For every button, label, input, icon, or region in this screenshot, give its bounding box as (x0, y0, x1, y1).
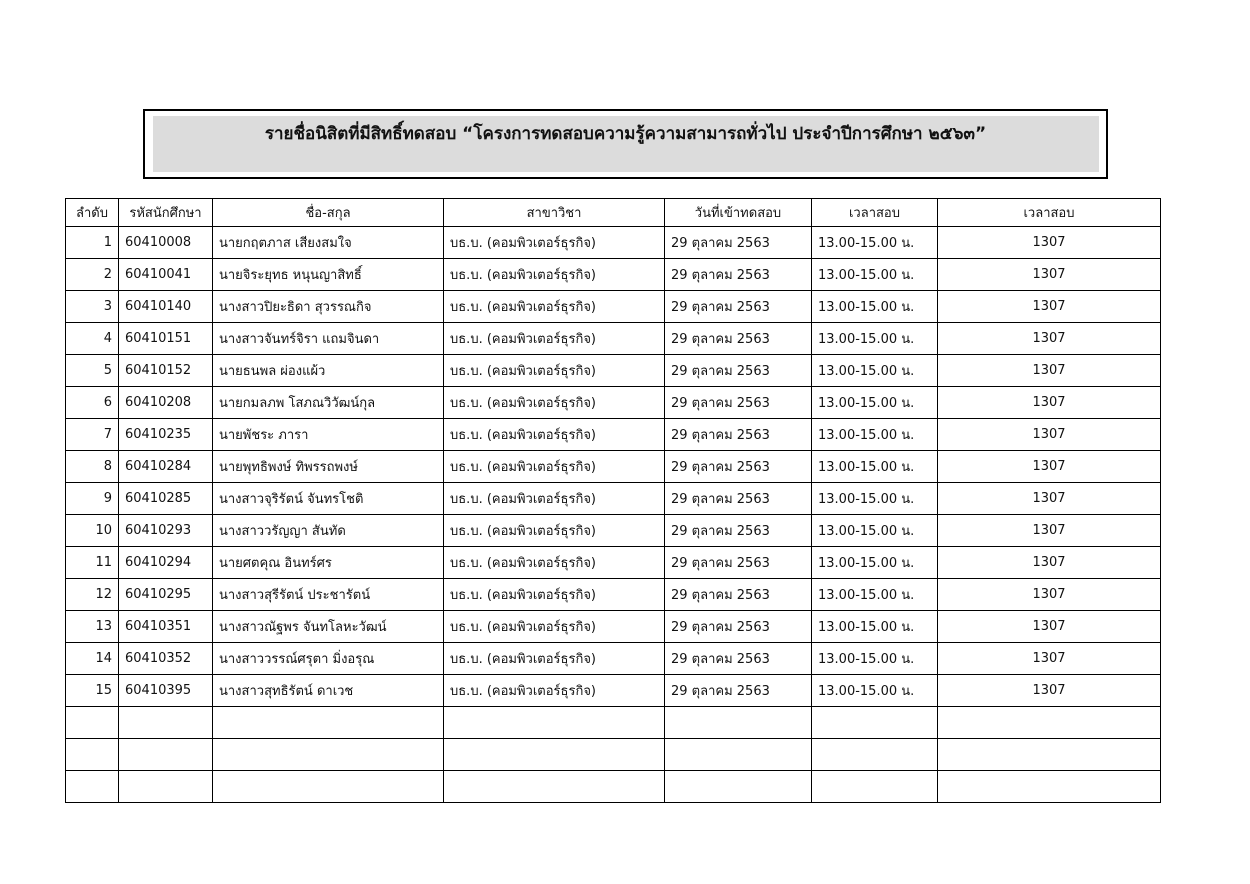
exam-date-cell: 29 ตุลาคม 2563 (665, 323, 812, 355)
major-cell: บธ.บ. (คอมพิวเตอร์ธุรกิจ) (444, 515, 665, 547)
empty-cell (66, 771, 119, 803)
exam-room-cell: 1307 (938, 355, 1161, 387)
major-cell: บธ.บ. (คอมพิวเตอร์ธุรกิจ) (444, 387, 665, 419)
student-id-cell: 60410008 (119, 227, 213, 259)
exam-room-cell: 1307 (938, 611, 1161, 643)
student-id-cell: 60410293 (119, 515, 213, 547)
student-name-cell: นายพุทธิพงษ์ ทิพรรถพงษ์ (213, 451, 444, 483)
major-cell: บธ.บ. (คอมพิวเตอร์ธุรกิจ) (444, 675, 665, 707)
table-row (66, 611, 1161, 643)
header-exam-room: เวลาสอบ (938, 199, 1161, 227)
student-id-cell: 60410041 (119, 259, 213, 291)
student-name-cell: นางสาววรัญญา สันทัด (213, 515, 444, 547)
exam-time-cell: 13.00-15.00 น. (812, 387, 938, 419)
exam-time-cell: 13.00-15.00 น. (812, 259, 938, 291)
exam-time-cell: 13.00-15.00 น. (812, 547, 938, 579)
row-number-cell: 8 (66, 451, 119, 483)
major-cell: บธ.บ. (คอมพิวเตอร์ธุรกิจ) (444, 323, 665, 355)
empty-cell (119, 771, 213, 803)
exam-date-cell: 29 ตุลาคม 2563 (665, 387, 812, 419)
table-row (66, 579, 1161, 611)
exam-date-cell: 29 ตุลาคม 2563 (665, 579, 812, 611)
row-number-cell: 5 (66, 355, 119, 387)
student-name-cell: นางสาวสุรีรัตน์ ประชารัตน์ (213, 579, 444, 611)
exam-date-cell: 29 ตุลาคม 2563 (665, 483, 812, 515)
student-name-cell: นายกมลภพ โสภณวิวัฒน์กุล (213, 387, 444, 419)
student-name-cell: นายพัชระ ภารา (213, 419, 444, 451)
student-name-cell: นายกฤตภาส เสียงสมใจ (213, 227, 444, 259)
row-number-cell: 4 (66, 323, 119, 355)
header-exam-date: วันที่เข้าทดสอบ (665, 199, 812, 227)
header-row (66, 199, 1161, 227)
exam-room-cell: 1307 (938, 259, 1161, 291)
exam-time-cell: 13.00-15.00 น. (812, 483, 938, 515)
major-cell: บธ.บ. (คอมพิวเตอร์ธุรกิจ) (444, 483, 665, 515)
exam-date-cell: 29 ตุลาคม 2563 (665, 419, 812, 451)
student-id-cell: 60410294 (119, 547, 213, 579)
student-name-cell: นางสาวณัฐพร จันทโลหะวัฒน์ (213, 611, 444, 643)
header-full-name: ชื่อ-สกุล (213, 199, 444, 227)
student-id-cell: 60410284 (119, 451, 213, 483)
exam-room-cell: 1307 (938, 291, 1161, 323)
table-row (66, 291, 1161, 323)
exam-time-cell: 13.00-15.00 น. (812, 227, 938, 259)
major-cell: บธ.บ. (คอมพิวเตอร์ธุรกิจ) (444, 611, 665, 643)
student-id-cell: 60410152 (119, 355, 213, 387)
empty-cell (213, 739, 444, 771)
row-number-cell: 13 (66, 611, 119, 643)
student-roster-table (65, 198, 1161, 803)
exam-date-cell: 29 ตุลาคม 2563 (665, 611, 812, 643)
empty-cell (119, 739, 213, 771)
exam-room-cell: 1307 (938, 227, 1161, 259)
student-id-cell: 60410285 (119, 483, 213, 515)
exam-room-cell: 1307 (938, 515, 1161, 547)
row-number-cell: 11 (66, 547, 119, 579)
table-row (66, 227, 1161, 259)
exam-room-cell: 1307 (938, 387, 1161, 419)
exam-date-cell: 29 ตุลาคม 2563 (665, 355, 812, 387)
exam-room-cell: 1307 (938, 419, 1161, 451)
empty-cell (213, 771, 444, 803)
exam-time-cell: 13.00-15.00 น. (812, 323, 938, 355)
exam-room-cell: 1307 (938, 451, 1161, 483)
empty-table-row (66, 707, 1161, 739)
exam-time-cell: 13.00-15.00 น. (812, 611, 938, 643)
exam-room-cell: 1307 (938, 579, 1161, 611)
empty-cell (938, 771, 1161, 803)
empty-cell (66, 739, 119, 771)
major-cell: บธ.บ. (คอมพิวเตอร์ธุรกิจ) (444, 355, 665, 387)
exam-date-cell: 29 ตุลาคม 2563 (665, 547, 812, 579)
student-name-cell: นายศตคุณ อินทร์ศร (213, 547, 444, 579)
row-number-cell: 6 (66, 387, 119, 419)
empty-cell (444, 739, 665, 771)
exam-time-cell: 13.00-15.00 น. (812, 643, 938, 675)
exam-time-cell: 13.00-15.00 น. (812, 419, 938, 451)
empty-cell (812, 771, 938, 803)
student-id-cell: 60410351 (119, 611, 213, 643)
exam-date-cell: 29 ตุลาคม 2563 (665, 675, 812, 707)
header-no: ลำดับ (66, 199, 119, 227)
table-row (66, 675, 1161, 707)
exam-time-cell: 13.00-15.00 น. (812, 451, 938, 483)
major-cell: บธ.บ. (คอมพิวเตอร์ธุรกิจ) (444, 291, 665, 323)
row-number-cell: 3 (66, 291, 119, 323)
exam-date-cell: 29 ตุลาคม 2563 (665, 291, 812, 323)
student-id-cell: 60410352 (119, 643, 213, 675)
exam-time-cell: 13.00-15.00 น. (812, 355, 938, 387)
student-id-cell: 60410140 (119, 291, 213, 323)
row-number-cell: 9 (66, 483, 119, 515)
document-title: รายชื่อนิสิตที่มีสิทธิ์ทดสอบ “โครงการทดสอบความรู้ความสามารถทั่วไป ประจำปีการศึกษา ๒๕๖๓” (264, 124, 987, 144)
table-row (66, 515, 1161, 547)
student-name-cell: นายจิระยุทธ หนุนญาสิทธิ์ (213, 259, 444, 291)
header-major: สาขาวิชา (444, 199, 665, 227)
exam-room-cell: 1307 (938, 547, 1161, 579)
exam-room-cell: 1307 (938, 643, 1161, 675)
row-number-cell: 2 (66, 259, 119, 291)
major-cell: บธ.บ. (คอมพิวเตอร์ธุรกิจ) (444, 419, 665, 451)
student-name-cell: นางสาวสุทธิรัตน์ ดาเวช (213, 675, 444, 707)
student-name-cell: นายธนพล ผ่องแผ้ว (213, 355, 444, 387)
table-row (66, 643, 1161, 675)
exam-time-cell: 13.00-15.00 น. (812, 515, 938, 547)
title-box (143, 109, 1108, 179)
exam-date-cell: 29 ตุลาคม 2563 (665, 451, 812, 483)
exam-room-cell: 1307 (938, 675, 1161, 707)
student-name-cell: นางสาวจุริรัตน์ จันทรโชติ (213, 483, 444, 515)
exam-time-cell: 13.00-15.00 น. (812, 291, 938, 323)
table-row (66, 483, 1161, 515)
empty-cell (665, 739, 812, 771)
student-id-cell: 60410151 (119, 323, 213, 355)
major-cell: บธ.บ. (คอมพิวเตอร์ธุรกิจ) (444, 259, 665, 291)
row-number-cell: 12 (66, 579, 119, 611)
major-cell: บธ.บ. (คอมพิวเตอร์ธุรกิจ) (444, 579, 665, 611)
empty-cell (444, 771, 665, 803)
exam-date-cell: 29 ตุลาคม 2563 (665, 643, 812, 675)
student-id-cell: 60410395 (119, 675, 213, 707)
table-row (66, 419, 1161, 451)
exam-date-cell: 29 ตุลาคม 2563 (665, 227, 812, 259)
student-id-cell: 60410235 (119, 419, 213, 451)
empty-cell (66, 707, 119, 739)
empty-cell (812, 707, 938, 739)
table-row (66, 451, 1161, 483)
student-name-cell: นางสาวจันทร์จิรา แถมจินดา (213, 323, 444, 355)
row-number-cell: 10 (66, 515, 119, 547)
empty-cell (665, 771, 812, 803)
row-number-cell: 15 (66, 675, 119, 707)
empty-cell (938, 739, 1161, 771)
empty-cell (444, 707, 665, 739)
student-name-cell: นางสาววรรณ์ศรุตา มิ่งอรุณ (213, 643, 444, 675)
table-row (66, 259, 1161, 291)
major-cell: บธ.บ. (คอมพิวเตอร์ธุรกิจ) (444, 227, 665, 259)
exam-time-cell: 13.00-15.00 น. (812, 675, 938, 707)
empty-cell (812, 739, 938, 771)
table-row (66, 323, 1161, 355)
exam-date-cell: 29 ตุลาคม 2563 (665, 515, 812, 547)
student-name-cell: นางสาวปิยะธิดา สุวรรณกิจ (213, 291, 444, 323)
header-exam-time: เวลาสอบ (812, 199, 938, 227)
exam-time-cell: 13.00-15.00 น. (812, 579, 938, 611)
exam-date-cell: 29 ตุลาคม 2563 (665, 259, 812, 291)
student-id-cell: 60410295 (119, 579, 213, 611)
empty-cell (938, 707, 1161, 739)
row-number-cell: 7 (66, 419, 119, 451)
major-cell: บธ.บ. (คอมพิวเตอร์ธุรกิจ) (444, 643, 665, 675)
table-row (66, 547, 1161, 579)
empty-cell (665, 707, 812, 739)
exam-room-cell: 1307 (938, 323, 1161, 355)
empty-table-row (66, 771, 1161, 803)
table-row (66, 387, 1161, 419)
empty-cell (119, 707, 213, 739)
exam-room-cell: 1307 (938, 483, 1161, 515)
empty-table-row (66, 739, 1161, 771)
student-id-cell: 60410208 (119, 387, 213, 419)
empty-cell (213, 707, 444, 739)
row-number-cell: 1 (66, 227, 119, 259)
roster-body (66, 227, 1161, 803)
table-row (66, 355, 1161, 387)
header-student-id: รหัสนักศึกษา (119, 199, 213, 227)
row-number-cell: 14 (66, 643, 119, 675)
major-cell: บธ.บ. (คอมพิวเตอร์ธุรกิจ) (444, 451, 665, 483)
major-cell: บธ.บ. (คอมพิวเตอร์ธุรกิจ) (444, 547, 665, 579)
